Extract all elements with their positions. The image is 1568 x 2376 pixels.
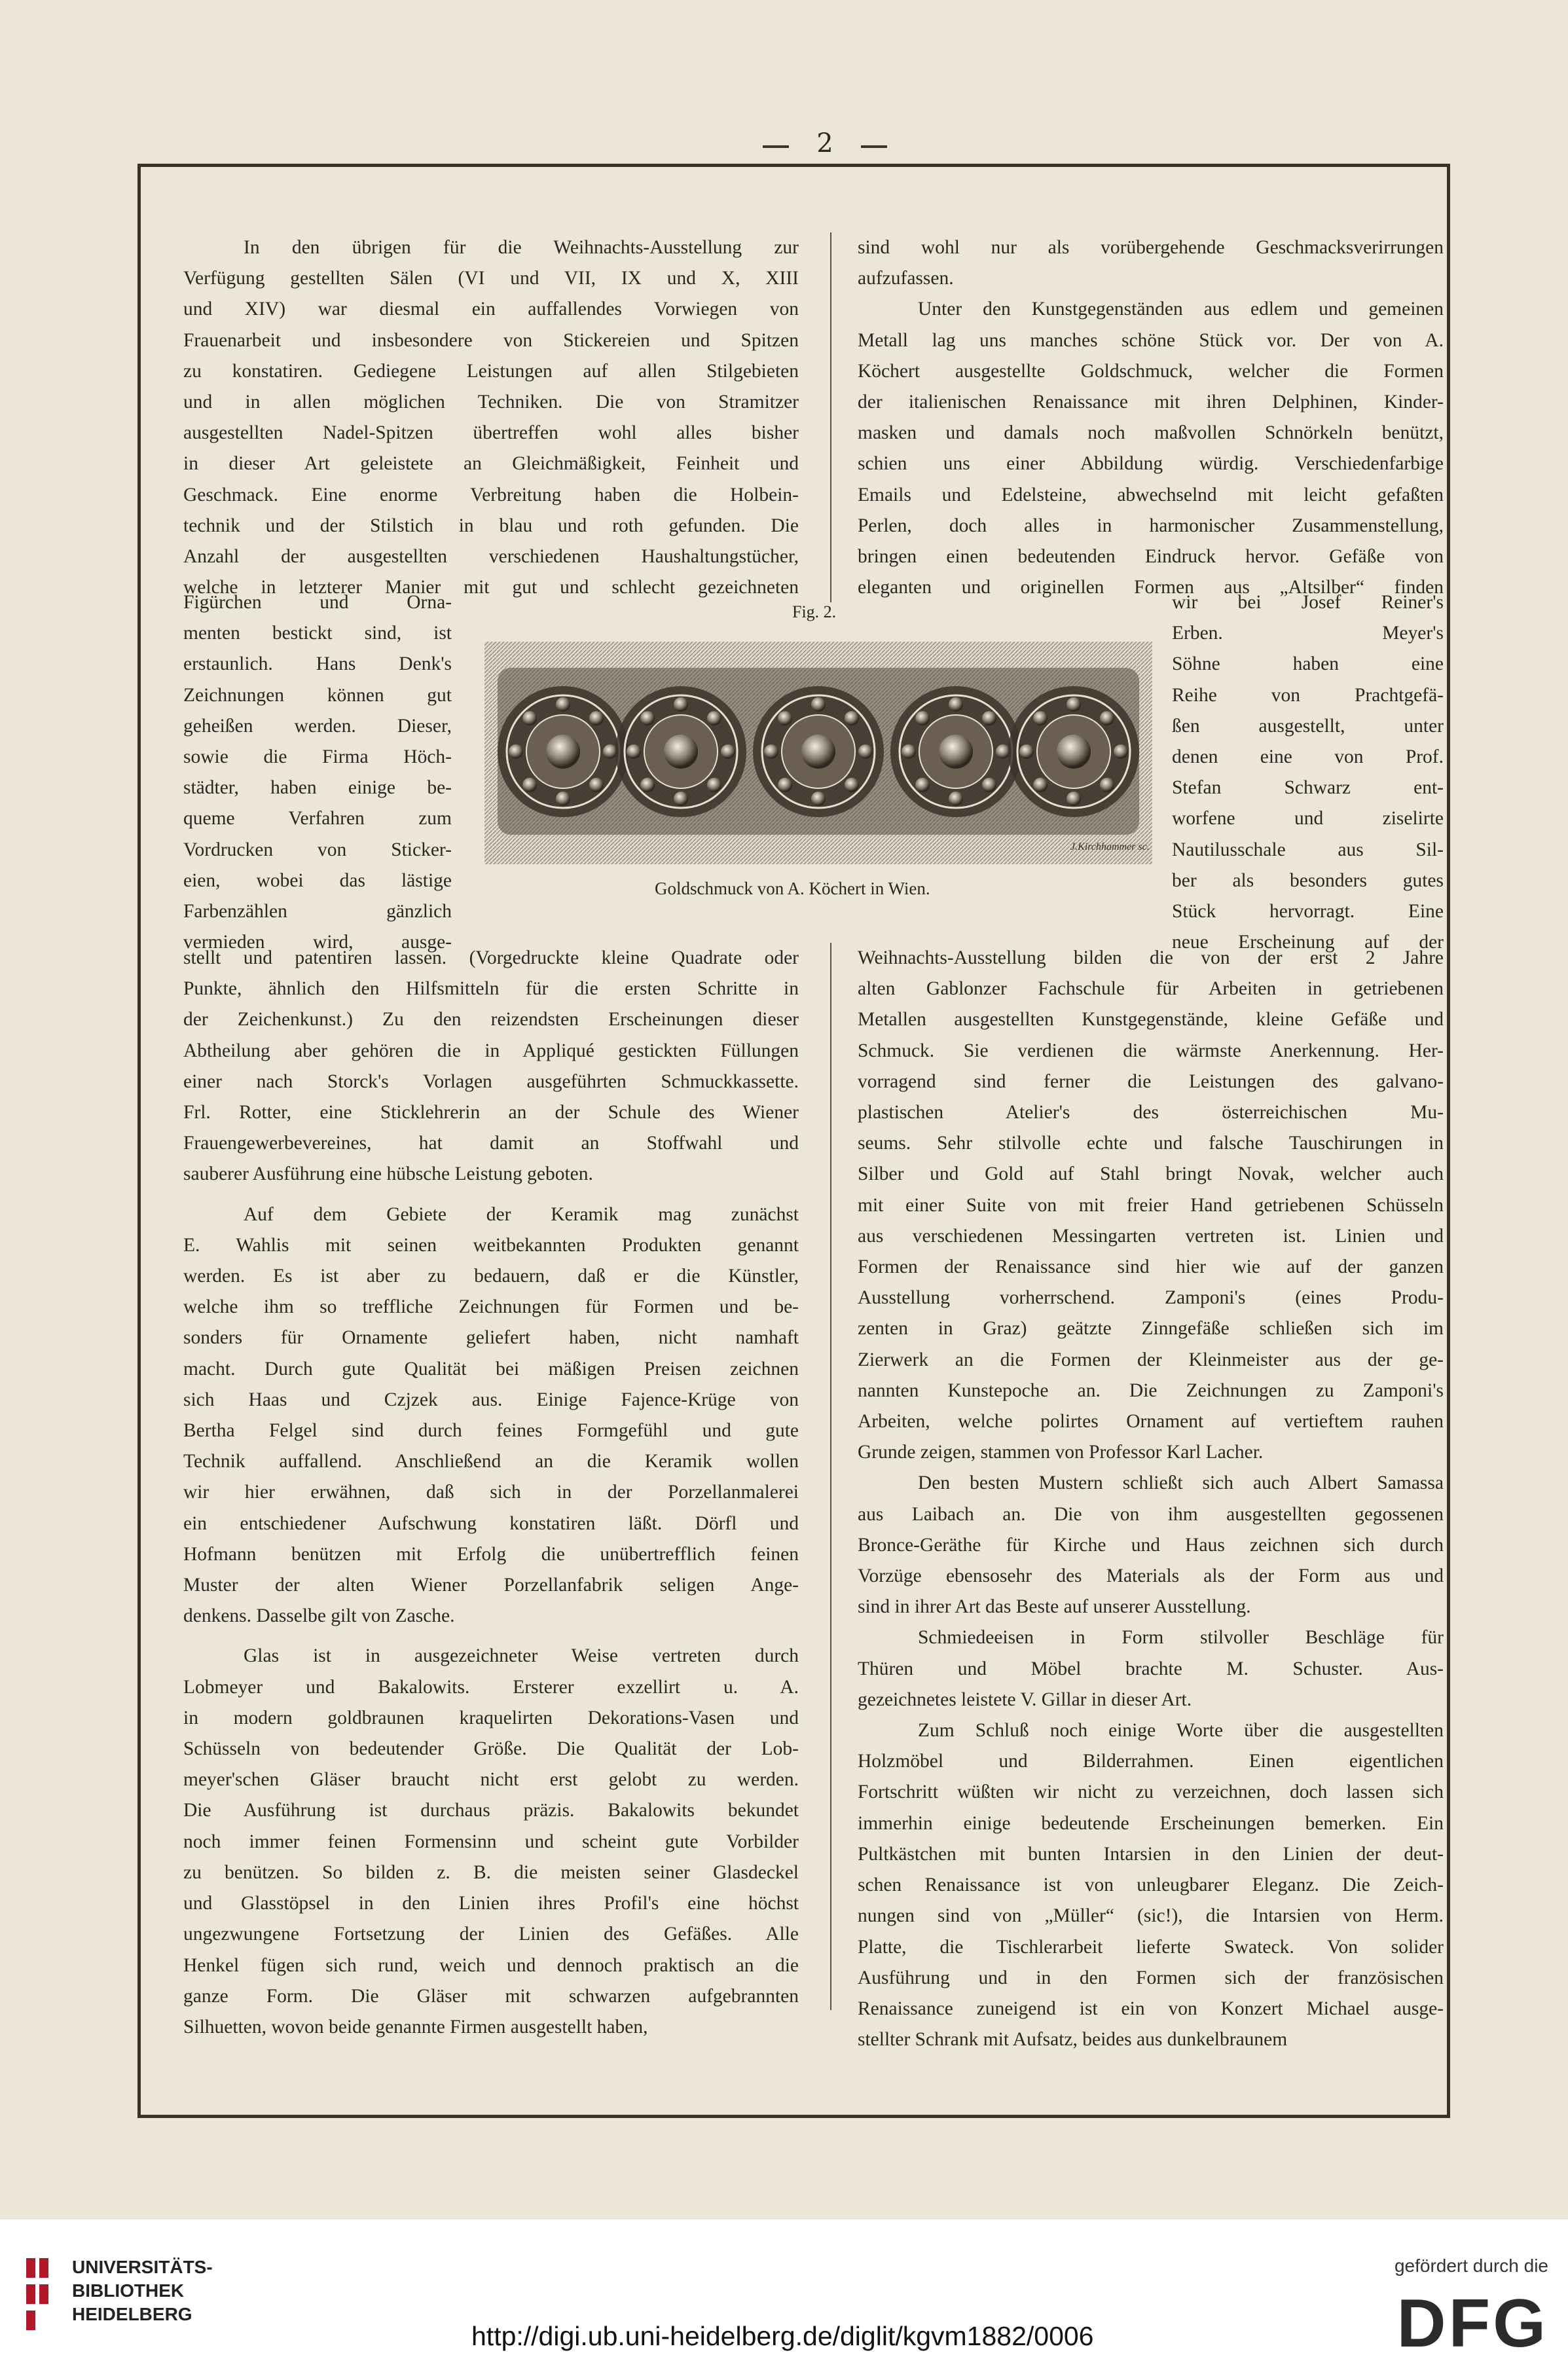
text-line: Geschmack. Eine enorme Verbreitung haben die Holbein- (183, 484, 799, 505)
text-line: aus Laibach an. Die von ihm ausgestellten gegossenen (858, 1503, 1444, 1525)
text-line (183, 1632, 799, 1641)
text-line: Abtheilung aber gehören die in Appliqué gestickten Füllungen (183, 1040, 799, 1061)
text-line: Vorzüge ebensosehr des Materials als der Form aus und (858, 1565, 1444, 1587)
text-line: masken und damals noch maßvollen Schnörkeln benützt, (858, 422, 1444, 444)
text-line: Lobmeyer und Bakalowits. Ersterer exzellirt u. A. (183, 1676, 799, 1698)
right-wrap-text (1172, 587, 1444, 958)
funded-by-label: gefördert durch die (1394, 2256, 1548, 2276)
text-line: wir hier erwähnen, daß sich in der Porzellanmalerei (183, 1482, 799, 1503)
text-line: noch immer feinen Formensinn und scheint gute Vorbilder (183, 1831, 799, 1852)
text-line: Frauenarbeit und insbesondere von Stickereien und Spitzen (183, 329, 799, 351)
page-number-ornament-left (763, 145, 789, 148)
text-line: ungezwungene Fortsetzung der Linien des Gefäßes. Alle (183, 1924, 799, 1945)
text-line: Unter den Kunstgegenständen aus edlem und gemeinen (918, 299, 1444, 320)
text-line: Renaissance zuneigend ist ein von Konzert Michael ausge- (858, 1998, 1444, 2019)
text-line: Schmuck. Sie verdienen die wärmste Anerkennung. Her- (858, 1040, 1444, 1061)
text-line: erstaunlich. Hans Denk's (183, 653, 452, 675)
text-line: Nautilusschale aus Sil- (1172, 839, 1444, 860)
column-divider-top (830, 232, 831, 602)
text-line: Perlen, doch alles in harmonischer Zusammenstellung, (858, 515, 1444, 536)
page-number: 2 (816, 128, 833, 158)
jewel-link (753, 686, 884, 817)
figure-label: Fig. 2. (792, 602, 837, 621)
text-line: Silber und Gold auf Stahl bringt Novak, welcher auch (858, 1163, 1444, 1185)
text-line: eien, wobei das lästige (183, 869, 452, 891)
text-line: Weihnachts-Ausstellung bilden die von der erst 2 Jahre (858, 947, 1444, 968)
text-line: Stefan Schwarz ent- (1172, 777, 1444, 799)
text-line: Bertha Felgel sind durch feines Formgefühl und gute (183, 1420, 799, 1442)
text-line: Muster der alten Wiener Porzellanfabrik seligen Ange- (183, 1575, 799, 1596)
text-line: Söhne haben eine (1172, 653, 1444, 675)
text-line: Schmiedeeisen in Form stilvoller Beschläge für (918, 1627, 1444, 1649)
text-line: sind in ihrer Art das Beste auf unserer Ausstellung. (858, 1596, 1251, 1618)
engraver-signature: J.Kirchhammer sc. (1070, 841, 1150, 852)
text-line: Zierwerk an die Formen der Kleinmeister aus der ge- (858, 1349, 1444, 1370)
text-line: Figürchen und Orna- (183, 592, 452, 613)
institution-name: UNIVERSITÄTS- BIBLIOTHEK HEIDELBERG (72, 2257, 213, 2324)
text-line: der Zeichenkunst.) Zu den reizendsten Erscheinungen dieser (183, 1009, 799, 1031)
text-line: sauberer Ausführung eine hübsche Leistung geboten. (183, 1163, 593, 1185)
text-line: Frl. Rotter, eine Sticklehrerin an der Schule des Wiener (183, 1102, 799, 1124)
text-line: Erben. Meyer's (1172, 623, 1444, 644)
text-line: In den übrigen für die Weihnachts-Ausstellung zur (244, 237, 799, 258)
text-line: Technik auffallend. Anschließend an die Keramik wollen (183, 1451, 799, 1472)
text-line: alten Gablonzer Fachschule für Arbeiten in getriebenen (858, 978, 1444, 1000)
text-line: sowie die Firma Höch- (183, 746, 452, 768)
text-line: welche in letzterer Manier mit gut und schlecht gezeichneten (183, 577, 799, 598)
text-line: Ausführung und in den Formen sich der französischen (858, 1967, 1444, 1988)
text-line: Henkel fügen sich rund, weich und dennoch praktisch an die (183, 1954, 799, 1976)
text-line: einer nach Storck's Vorlagen ausgeführten Schmuckkassette. (183, 1070, 799, 1092)
text-line: werden. Es ist aber zu bedauern, daß er die Künstler, (183, 1266, 799, 1287)
text-line: Zeichnungen können gut (183, 684, 452, 706)
text-line: Fortschritt wüßten wir nicht zu verzeichnen, doch lassen sich (858, 1782, 1444, 1803)
text-line: Stück hervorragt. Eine (1172, 901, 1444, 923)
left-column-bottom-text (183, 943, 799, 2043)
text-line (183, 1190, 799, 1199)
text-line: zenten in Graz) geätzte Zinngefäße schließen sich im (858, 1318, 1444, 1340)
text-line: und XIV) war diesmal ein auffallendes Vorwiegen von (183, 299, 799, 320)
text-line: Vordrucken von Sticker- (183, 839, 452, 860)
text-line: ßen ausgestellt, unter (1172, 715, 1444, 737)
text-line: vorragend sind ferner die Leistungen des galvano- (858, 1070, 1444, 1092)
text-line: neue Erscheinung auf der (1172, 932, 1444, 953)
text-line: menten bestickt sind, ist (183, 623, 452, 644)
page-number-ornament-right (861, 145, 887, 148)
text-line: ber als besonders gutes (1172, 869, 1444, 891)
text-line: in dieser Art geleistete an Gleichmäßigkeit, Feinheit und (183, 453, 799, 475)
jewel-link (890, 686, 1021, 817)
left-column-top-text (183, 232, 799, 603)
text-line: Hofmann benützen mit Erfolg die unübertrefflich feinen (183, 1543, 799, 1565)
text-line: Grunde zeigen, stammen von Professor Karl Lacher. (858, 1442, 1264, 1463)
text-line: Frauengewerbevereines, hat damit an Stoffwahl und (183, 1133, 799, 1154)
text-line: der italienischen Renaissance mit ihren Delphinen, Kinder- (858, 392, 1444, 413)
text-line: und in allen möglichen Techniken. Die von Stramitzer (183, 392, 799, 413)
text-line: sind wohl nur als vorübergehende Geschmacksverirrungen (858, 237, 1444, 258)
text-line: Den besten Mustern schließt sich auch Albert Samassa (918, 1472, 1444, 1494)
text-line: Silhuetten, wovon beide genannte Firmen ausgestellt haben, (183, 2016, 648, 2038)
text-line: sich Haas und Czjzek aus. Einige Fajence-Krüge von (183, 1389, 799, 1410)
text-line: stellter Schrank mit Aufsatz, beides aus dunkelbraunem (858, 2029, 1288, 2051)
text-line: Glas ist in ausgezeichneter Weise vertreten durch (244, 1645, 799, 1667)
figure-goldschmuck-engraving (484, 642, 1152, 864)
text-line: Emails und Edelsteine, abwechselnd mit leicht gefaßten (858, 484, 1444, 505)
right-column-top-text (858, 232, 1444, 603)
jewel-link (1008, 686, 1139, 817)
text-line: Bronce-Geräthe für Kirche und Haus zeichnen sich durch (858, 1534, 1444, 1556)
text-line: eleganten und originellen Formen aus „Altsilber“ finden (858, 577, 1444, 598)
text-line: Zum Schluß noch einige Worte über die ausgestellten (918, 1720, 1444, 1742)
text-line: stellt und patentiren lassen. (Vorgedruckte kleine Quadrate oder (183, 947, 799, 968)
text-line: Metallen ausgestellten Kunstgegenstände, kleine Gefäße und (858, 1009, 1444, 1031)
text-line: worfene und ziselirte (1172, 808, 1444, 830)
text-line: ausgestellten Nadel-Spitzen übertreffen wohl alles bisher (183, 422, 799, 444)
text-line: Köchert ausgestellte Goldschmuck, welcher die Formen (858, 360, 1444, 382)
text-line: Formen der Renaissance sind hier wie auf der ganzen (858, 1256, 1444, 1278)
text-line: städter, haben einige be- (183, 777, 452, 799)
text-line: Platte, die Tischlerarbeit lieferte Swateck. Von solider (858, 1936, 1444, 1958)
text-line: denkens. Dasselbe gilt von Zasche. (183, 1605, 455, 1627)
text-line: ein entschiedener Aufschwung konstatiren läßt. Dörfl und (183, 1512, 799, 1534)
source-url-link[interactable]: http://digi.ub.uni-heidelberg.de/diglit/kgvm1882/0006 (471, 2321, 1094, 2351)
figure-caption: Goldschmuck von A. Köchert in Wien. (655, 879, 930, 898)
text-line: sonders für Ornamente geliefert haben, nicht namhaft (183, 1327, 799, 1349)
text-line: denen eine von Prof. (1172, 746, 1444, 768)
text-line: Arbeiten, welche polirtes Ornament auf vertieftem rauhen (858, 1411, 1444, 1433)
jewel-link (615, 686, 746, 817)
text-line: Ausstellung vorherrschend. Zamponi's (eines Produ- (858, 1287, 1444, 1309)
text-line: aus verschiedenen Messingarten vertreten ist. Linien und (858, 1225, 1444, 1247)
text-line: bringen einen bedeutenden Eindruck hervor. Gefäße von (858, 546, 1444, 568)
text-line: wir bei Josef Reiner's (1172, 592, 1444, 613)
text-line: und Glasstöpsel in den Linien ihres Profil's eine höchst (183, 1893, 799, 1914)
text-line: seums. Sehr stilvolle echte und falsche Tauschirungen in (858, 1133, 1444, 1154)
text-line: in modern goldbraunen kraquelirten Dekorations-Vasen und (183, 1707, 799, 1728)
jewel-link (498, 686, 629, 817)
text-line: nungen sind von „Müller“ (sic!), die Intarsien von Herm. (858, 1905, 1444, 1927)
left-wrap-text (183, 587, 452, 958)
text-line: schien uns einer Abbildung würdig. Verschiedenfarbige (858, 453, 1444, 475)
text-line: immerhin einige bedeutende Erscheinungen bemerken. Ein (858, 1812, 1444, 1834)
right-column-bottom-text (858, 943, 1444, 2055)
text-line: Metall lag uns manches schöne Stück vor. Der von A. (858, 329, 1444, 351)
dfg-logo: DFG (1396, 2286, 1548, 2362)
text-line: aufzufassen. (858, 268, 954, 289)
text-line: Anzahl der ausgestellten verschiedenen Haushaltungstücher, (183, 546, 799, 568)
text-line: welche ihm so treffliche Zeichnungen für Formen und be- (183, 1296, 799, 1318)
university-logo-icon (20, 2256, 59, 2334)
footer-bar (0, 2220, 1568, 2376)
text-line: mit einer Suite von mit freier Hand getriebenen Schüsseln (858, 1194, 1444, 1216)
text-line: Pultkästchen mit bunten Intarsien in den Linien der deut- (858, 1843, 1444, 1865)
text-line: Schüsseln von bedeutender Größe. Die Qualität der Lob- (183, 1738, 799, 1760)
column-divider-bottom (830, 943, 831, 2010)
text-line: Holzmöbel und Bilderrahmen. Einen eigentlichen (858, 1751, 1444, 1772)
text-line: Die Ausführung ist durchaus präzis. Bakalowits bekundet (183, 1800, 799, 1821)
text-line: Verfügung gestellten Sälen (VI und VII, IX und X, XIII (183, 268, 799, 289)
text-line: Thüren und Möbel brachte M. Schuster. Aus- (858, 1658, 1444, 1679)
text-line: vermieden wird, ausge- (183, 932, 452, 953)
text-line: ganze Form. Die Gläser mit schwarzen aufgebrannten (183, 1985, 799, 2007)
text-line: nannten Kunstepoche an. Die Zeichnungen zu Zamponi's (858, 1380, 1444, 1401)
text-line: meyer'schen Gläser braucht nicht erst gelobt zu werden. (183, 1769, 799, 1791)
text-line: Auf dem Gebiete der Keramik mag zunächst (244, 1203, 799, 1225)
text-line: zu benützen. So bilden z. B. die meisten seiner Glasdeckel (183, 1861, 799, 1883)
text-line: Farbenzählen gänzlich (183, 901, 452, 923)
text-line: schen Renaissance ist von unleugbarer Eleganz. Die Zeich- (858, 1874, 1444, 1896)
text-line: queme Verfahren zum (183, 808, 452, 830)
text-line: Punkte, ähnlich den Hilfsmitteln für die ersten Schritte in (183, 978, 799, 1000)
text-line: geheißen werden. Dieser, (183, 715, 452, 737)
text-line: gezeichnetes leistete V. Gillar in dieser Art. (858, 1689, 1192, 1710)
text-line: plastischen Atelier's des österreichischen Mu- (858, 1102, 1444, 1124)
text-line: Reihe von Prachtgefä- (1172, 684, 1444, 706)
text-line: technik und der Stilstich in blau und roth gefunden. Die (183, 515, 799, 536)
text-line: E. Wahlis mit seinen weitbekannten Produkten genannt (183, 1234, 799, 1256)
text-line: zu konstatiren. Gediegene Leistungen auf allen Stilgebieten (183, 360, 799, 382)
text-line: macht. Durch gute Qualität bei mäßigen Preisen zeichnen (183, 1358, 799, 1380)
